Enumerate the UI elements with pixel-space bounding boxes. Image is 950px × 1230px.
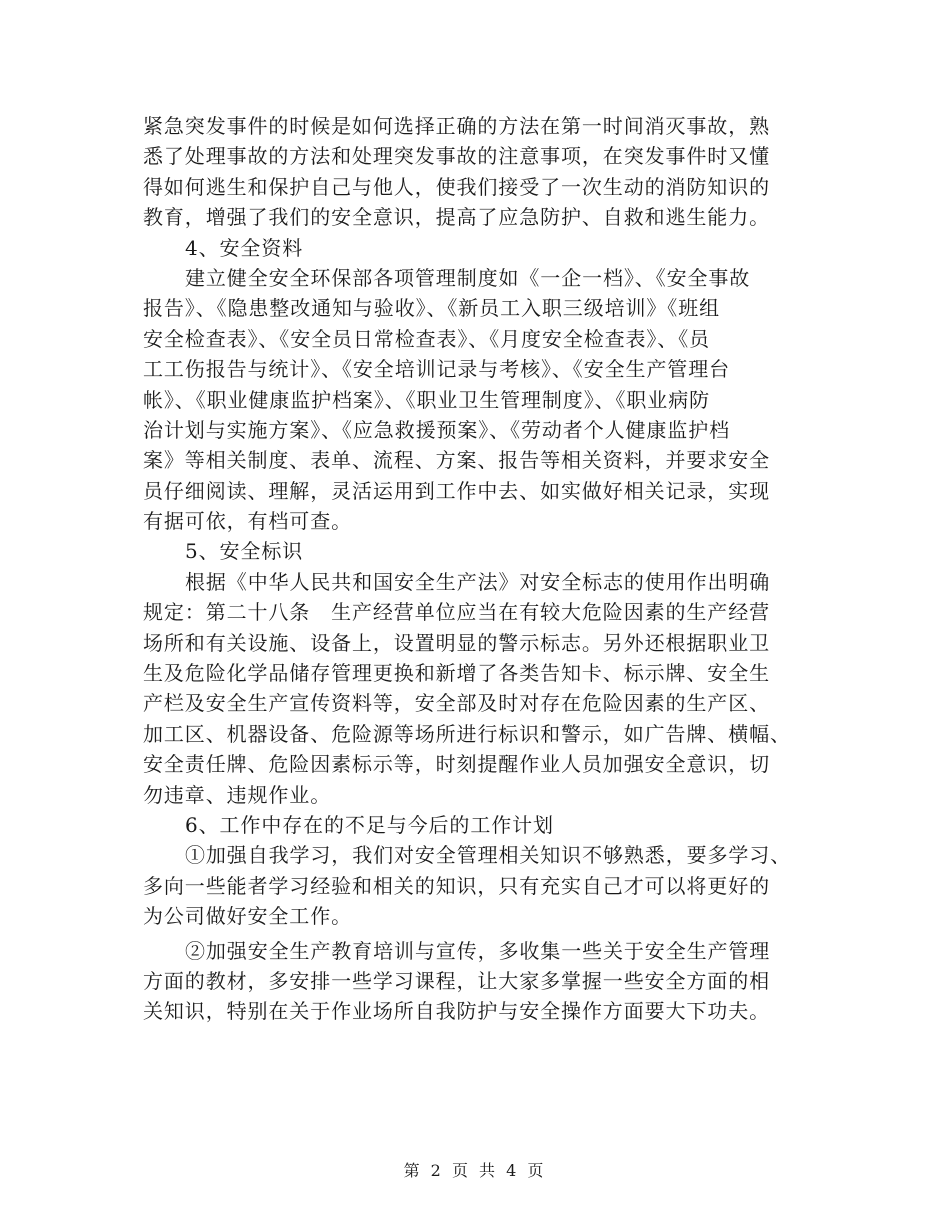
section-heading-6: 6、工作中存在的不足与今后的工作计划	[185, 812, 554, 837]
text-line: 教育，增强了我们的安全意识，提高了应急防护、自救和逃生能力。	[143, 205, 770, 230]
text-line: 生及危险化学品储存管理更换和新增了各类告知卡、标示牌、安全生	[143, 661, 770, 686]
text-line: 方面的教材，多安排一些学习课程，让大家多掌握一些安全方面的相	[143, 968, 770, 993]
text-line: 报告》、《隐患整改通知与验收》、《新员工入职三级培训》《班组	[143, 296, 720, 321]
text-line: 案》等相关制度、表单、流程、方案、报告等相关资料，并要求安全	[143, 448, 770, 473]
text-line: 工工伤报告与统计》、《安全培训记录与考核》、《安全生产管理台	[143, 357, 730, 382]
text-line: ②加强安全生产教育培训与宣传，多收集一些关于安全生产管理	[185, 938, 771, 963]
text-line: 员仔细阅读、理解，灵活运用到工作中去、如实做好相关记录，实现	[143, 478, 770, 503]
text-line: 帐》、《职业健康监护档案》、《职业卫生管理制度》、《职业病防	[143, 387, 710, 412]
text-line: 紧急突发事件的时候是如何选择正确的方法在第一时间消灭事故，熟	[143, 114, 770, 138]
text-line: 加工区、机器设备、危险源等场所进行标识和警示，如广告牌、横幅、	[143, 721, 791, 746]
text-line: 根据《中华人民共和国安全生产法》对安全标志的使用作出明确	[185, 569, 771, 594]
document-body	[143, 111, 815, 1027]
text-line: 关知识，特别在关于作业场所自我防护与安全操作方面要大下功夫。	[143, 999, 770, 1024]
text-line: 规定：第二十八条 生产经营单位应当在有较大危险因素的生产经营	[143, 600, 770, 625]
text-line: 产栏及安全生产宣传资料等，安全部及时对存在危险因素的生产区、	[143, 691, 770, 716]
text-line: 建立健全安全环保部各项管理制度如《一企一档》、《安全事故	[185, 265, 751, 290]
text-line: 悉了处理事故的方法和处理突发事故的注意事项，在突发事件时又懂	[143, 144, 770, 169]
text-line: 场所和有关设施、设备上，设置明显的警示标志。另外还根据职业卫	[143, 630, 770, 655]
section-heading-4: 4、安全资料	[185, 235, 304, 260]
section-heading-5: 5、安全标识	[185, 539, 304, 564]
text-line: 有据可依，有档可查。	[143, 509, 352, 534]
text-line: 为公司做好安全工作。	[143, 904, 352, 929]
text-line: 多向一些能者学习经验和相关的知识，只有充实自己才可以将更好的	[143, 873, 770, 898]
text-line: 安全责任牌、危险因素标示等，时刻提醒作业人员加强安全意识，切	[143, 752, 770, 777]
text-line: 安全检查表》、《安全员日常检查表》、《月度安全检查表》、《员	[143, 326, 710, 351]
text-line: 治计划与实施方案》、《应急救援预案》、《劳动者个人健康监护档	[143, 417, 730, 442]
text-line: 得如何逃生和保护自己与他人，使我们接受了一次生动的消防知识的	[143, 174, 770, 199]
text-line: ①加强自我学习，我们对安全管理相关知识不够熟悉，要多学习、	[185, 843, 792, 868]
page-number-footer: 第 2 页 共 4 页	[403, 1161, 547, 1180]
text-line: 勿违章、违规作业。	[143, 782, 332, 807]
